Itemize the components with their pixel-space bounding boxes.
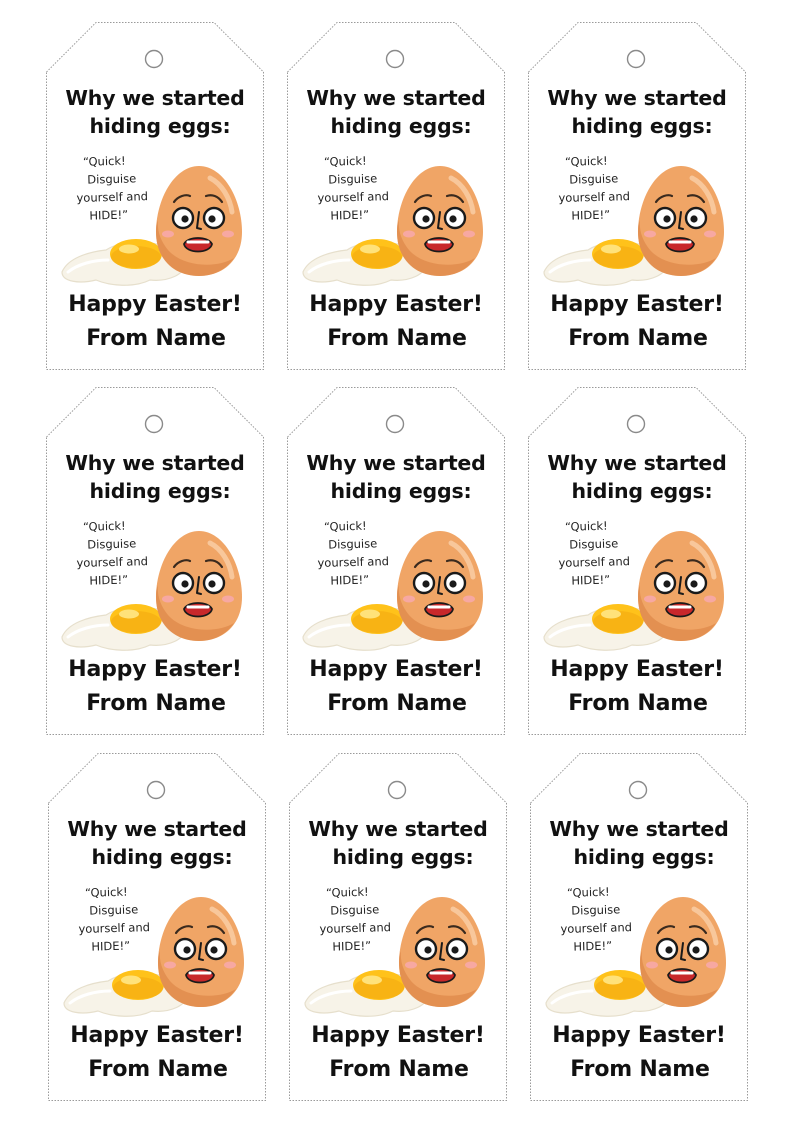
tag-quote-line-4: HIDE!” <box>573 938 613 954</box>
tag-quote <box>63 882 165 957</box>
tag-quote <box>61 516 163 591</box>
tag-quote-line-1: “Quick! <box>564 518 608 534</box>
tag-from-name: From Name <box>88 1057 228 1082</box>
tag-quote-line-4: HIDE!” <box>89 207 129 223</box>
scared-egg-icon <box>638 531 724 641</box>
tag-quote-line-3: yourself and <box>319 920 392 936</box>
hole-icon <box>146 51 163 68</box>
tag-title <box>289 815 507 871</box>
tag-greeting <box>48 1019 266 1087</box>
tag-quote-line-4: HIDE!” <box>571 572 611 588</box>
tag-quote-line-4: HIDE!” <box>330 572 370 588</box>
tag-greeting <box>530 1019 748 1087</box>
tag-greeting-text: Happy Easter! <box>309 292 483 317</box>
tag-greeting-text: Happy Easter! <box>311 1023 485 1048</box>
tag-quote-line-2: Disguise <box>328 171 378 187</box>
gift-tag <box>46 22 264 370</box>
tag-title-line-2: hiding eggs: <box>571 479 713 503</box>
gift-tag <box>528 22 746 370</box>
tag-title-line-2: hiding eggs: <box>89 479 231 503</box>
tag-quote-line-4: HIDE!” <box>571 207 611 223</box>
tag-title <box>528 449 746 505</box>
tag-greeting <box>289 1019 507 1087</box>
hole-icon <box>628 416 645 433</box>
tag-quote-line-4: HIDE!” <box>330 207 370 223</box>
tag-quote-line-4: HIDE!” <box>89 572 129 588</box>
tag-from-name: From Name <box>327 691 467 716</box>
tag-quote-line-3: yourself and <box>76 189 149 205</box>
tag-quote <box>302 151 404 226</box>
tag-quote-line-1: “Quick! <box>564 153 608 169</box>
tag-quote <box>543 516 645 591</box>
tag-title <box>287 84 505 140</box>
tag-quote <box>61 151 163 226</box>
tag-quote <box>543 151 645 226</box>
tag-title <box>46 84 264 140</box>
tag-quote-line-3: yourself and <box>317 554 390 570</box>
tag-quote <box>304 882 406 957</box>
tag-from-name: From Name <box>329 1057 469 1082</box>
tag-quote-line-2: Disguise <box>571 902 621 918</box>
gift-tag <box>528 387 746 735</box>
tag-quote-line-2: Disguise <box>569 536 619 552</box>
tag-greeting-text: Happy Easter! <box>552 1023 726 1048</box>
hole-icon <box>628 51 645 68</box>
tag-quote-line-3: yourself and <box>558 554 631 570</box>
tag-title-line-2: hiding eggs: <box>573 845 715 869</box>
tag-from-name: From Name <box>568 691 708 716</box>
tag-quote-line-4: HIDE!” <box>332 938 372 954</box>
tag-title-line-1: Why we started <box>547 86 727 110</box>
tag-title-line-1: Why we started <box>65 451 245 475</box>
tag-greeting-text: Happy Easter! <box>68 657 242 682</box>
tag-title-line-1: Why we started <box>547 451 727 475</box>
tag-quote-line-1: “Quick! <box>323 518 367 534</box>
scared-egg-icon <box>638 166 724 276</box>
tag-quote-line-1: “Quick! <box>84 884 128 900</box>
tag-greeting <box>46 288 264 356</box>
scared-egg-icon <box>158 897 244 1007</box>
hole-icon <box>148 782 165 799</box>
tag-title-line-1: Why we started <box>67 817 247 841</box>
tag-quote-line-3: yourself and <box>560 920 633 936</box>
tag-from-name: From Name <box>327 326 467 351</box>
tag-greeting <box>287 288 505 356</box>
scared-egg-icon <box>397 531 483 641</box>
tag-quote-line-4: HIDE!” <box>91 938 131 954</box>
scared-egg-icon <box>399 897 485 1007</box>
tag-greeting-text: Happy Easter! <box>550 657 724 682</box>
tag-greeting-text: Happy Easter! <box>309 657 483 682</box>
scared-egg-icon <box>156 166 242 276</box>
tag-quote-line-2: Disguise <box>87 171 137 187</box>
tag-title <box>48 815 266 871</box>
tag-quote-line-3: yourself and <box>558 189 631 205</box>
tag-title-line-2: hiding eggs: <box>330 114 472 138</box>
scared-egg-icon <box>397 166 483 276</box>
tag-quote-line-2: Disguise <box>89 902 139 918</box>
tag-greeting-text: Happy Easter! <box>68 292 242 317</box>
tag-from-name: From Name <box>570 1057 710 1082</box>
tag-quote-line-3: yourself and <box>317 189 390 205</box>
tag-title <box>528 84 746 140</box>
tag-greeting <box>528 288 746 356</box>
tag-title-line-1: Why we started <box>306 451 486 475</box>
tag-quote-line-2: Disguise <box>87 536 137 552</box>
tag-quote-line-1: “Quick! <box>82 153 126 169</box>
gift-tag <box>530 753 748 1101</box>
scared-egg-icon <box>156 531 242 641</box>
tag-quote-line-3: yourself and <box>78 920 151 936</box>
hole-icon <box>146 416 163 433</box>
tag-title-line-2: hiding eggs: <box>332 845 474 869</box>
tag-title <box>287 449 505 505</box>
tag-title <box>46 449 264 505</box>
tag-quote-line-3: yourself and <box>76 554 149 570</box>
gift-tag <box>287 22 505 370</box>
tag-quote <box>545 882 647 957</box>
tag-greeting-text: Happy Easter! <box>70 1023 244 1048</box>
tag-title-line-1: Why we started <box>65 86 245 110</box>
hole-icon <box>389 782 406 799</box>
tag-from-name: From Name <box>86 691 226 716</box>
tag-quote-line-2: Disguise <box>569 171 619 187</box>
tag-from-name: From Name <box>568 326 708 351</box>
tag-quote-line-2: Disguise <box>328 536 378 552</box>
hole-icon <box>387 51 404 68</box>
tag-quote-line-1: “Quick! <box>566 884 610 900</box>
tag-quote <box>302 516 404 591</box>
tag-title-line-2: hiding eggs: <box>330 479 472 503</box>
gift-tag <box>289 753 507 1101</box>
tag-greeting <box>46 653 264 721</box>
hole-icon <box>630 782 647 799</box>
tag-quote-line-2: Disguise <box>330 902 380 918</box>
gift-tag <box>46 387 264 735</box>
tag-quote-line-1: “Quick! <box>323 153 367 169</box>
gift-tag <box>48 753 266 1101</box>
gift-tag <box>287 387 505 735</box>
tag-greeting <box>528 653 746 721</box>
tag-quote-line-1: “Quick! <box>325 884 369 900</box>
tag-greeting-text: Happy Easter! <box>550 292 724 317</box>
hole-icon <box>387 416 404 433</box>
tag-greeting <box>287 653 505 721</box>
tag-title-line-2: hiding eggs: <box>571 114 713 138</box>
tag-title-line-1: Why we started <box>306 86 486 110</box>
tag-title-line-1: Why we started <box>308 817 488 841</box>
tag-quote-line-1: “Quick! <box>82 518 126 534</box>
scared-egg-icon <box>640 897 726 1007</box>
tag-title-line-2: hiding eggs: <box>89 114 231 138</box>
tag-title-line-2: hiding eggs: <box>91 845 233 869</box>
tag-title-line-1: Why we started <box>549 817 729 841</box>
tag-from-name: From Name <box>86 326 226 351</box>
tag-title <box>530 815 748 871</box>
